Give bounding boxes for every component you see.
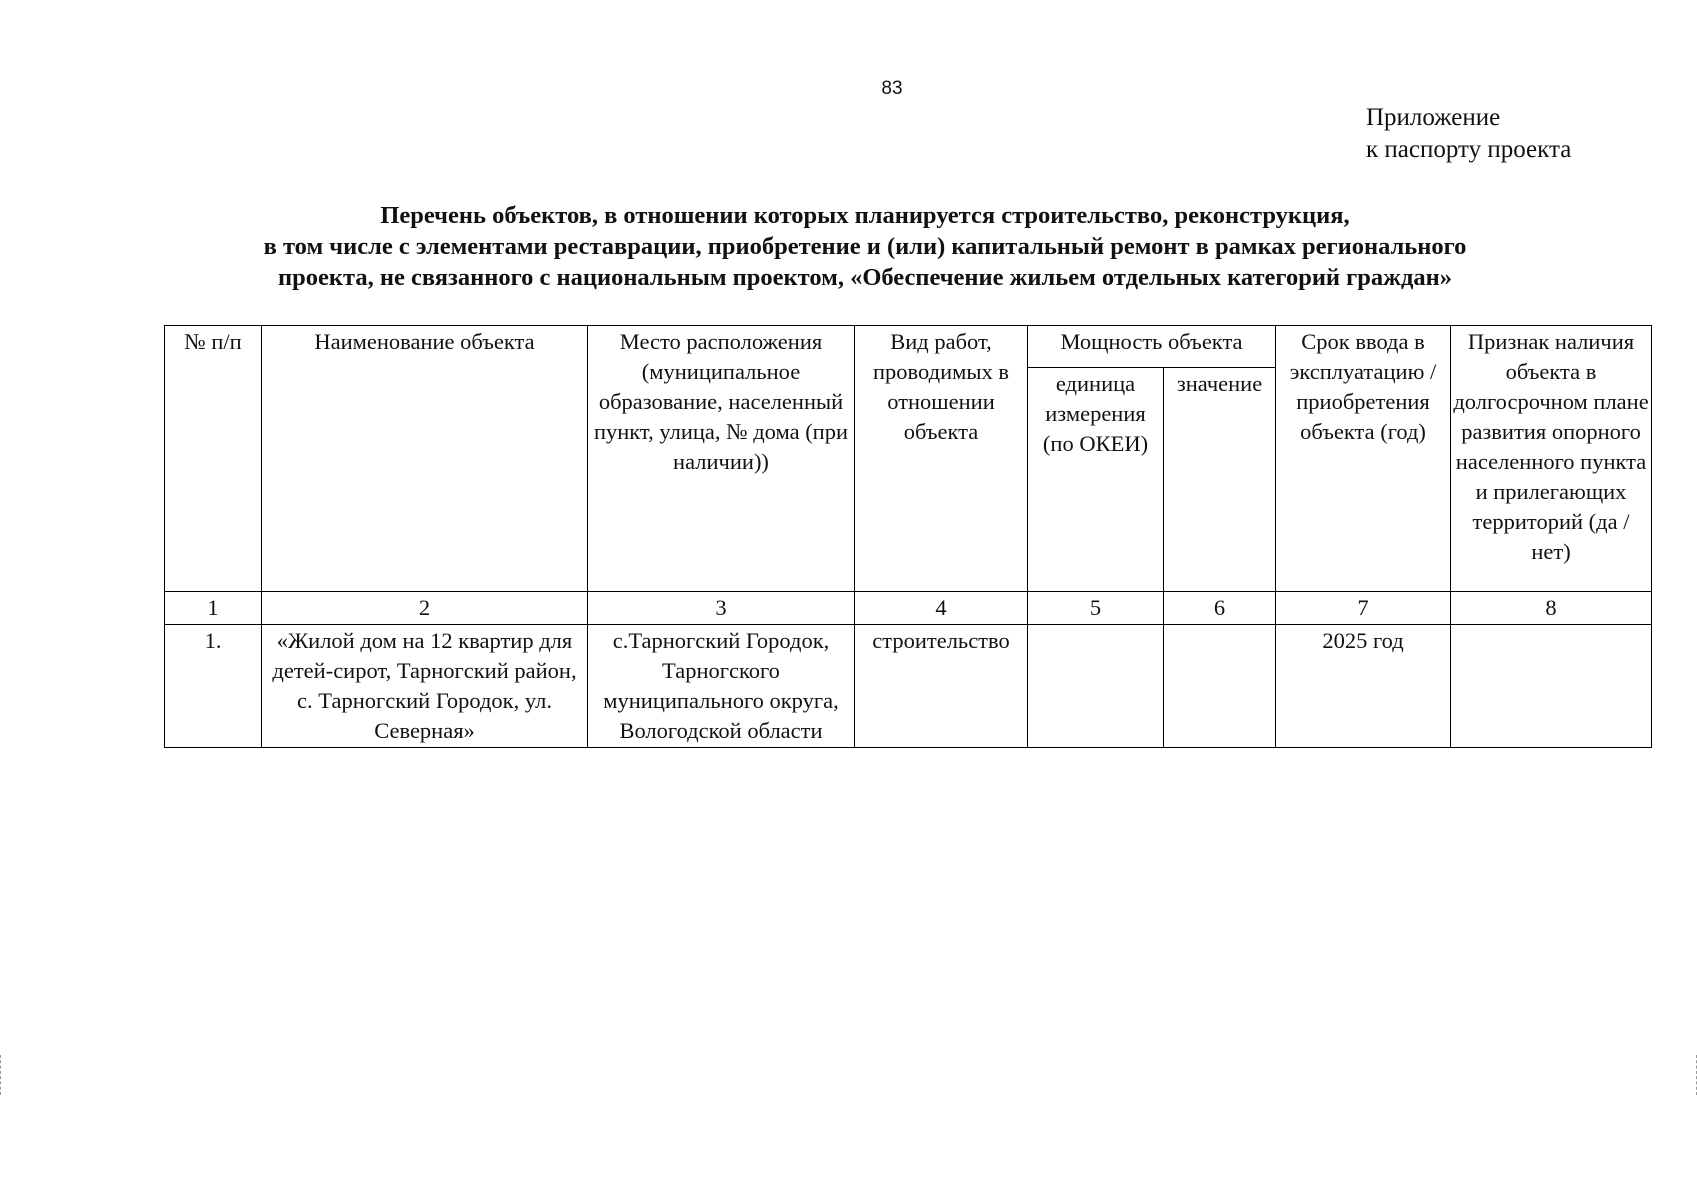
- commission-year: 2025 год: [1276, 625, 1451, 748]
- page-number: 83: [881, 78, 903, 99]
- column-number: 3: [588, 592, 855, 625]
- title-line-3: проекта, не связанного с национальным проектом, «Обеспечение жильем отдельных категорий граждан»: [278, 264, 1452, 291]
- column-number: 6: [1164, 592, 1276, 625]
- column-number: 1: [165, 592, 262, 625]
- header-cell-work-type: Вид работ, проводимых в отношении объекта: [855, 326, 1028, 592]
- row-number: 1.: [165, 625, 262, 748]
- header-cell-number: № п/п: [165, 326, 262, 592]
- work-type: строительство: [855, 625, 1028, 748]
- appendix-line-1: Приложение: [1366, 104, 1501, 131]
- column-number: 2: [262, 592, 588, 625]
- appendix-line-2: к паспорту проекта: [1366, 136, 1572, 163]
- header-cell-object-name: Наименование объекта: [262, 326, 588, 592]
- column-number-row: [165, 592, 1652, 625]
- header-cell-commission-year: Срок ввода в эксплуатацию /приобретения объекта (год): [1276, 326, 1451, 592]
- title-line-1: Перечень объектов, в отношении которых планируется строительство, реконструкция,: [380, 202, 1350, 229]
- header-cell-long-term-plan: Признак наличия объекта в долгосрочном плане развития опорного населенного пункта и прилегающих территорий (да / нет): [1451, 326, 1652, 592]
- column-number: 5: [1028, 592, 1164, 625]
- capacity-unit: [1028, 625, 1164, 748]
- header-cell-unit: единица измерения (по ОКЕИ): [1028, 368, 1164, 592]
- long-term-plan-flag: [1451, 625, 1652, 748]
- scan-edge-marks-right: [1690, 1055, 1697, 1095]
- object-name: «Жилой дом на 12 квартир для детей-сирот, Тарногский район, с. Тарногский Городок, ул. Северная»: [262, 625, 588, 748]
- column-number: 7: [1276, 592, 1451, 625]
- scan-edge-marks-left: [0, 1055, 7, 1095]
- header-cell-capacity: Мощность объекта: [1028, 326, 1276, 368]
- capacity-value: [1164, 625, 1276, 748]
- title-line-2: в том числе с элементами реставрации, приобретение и (или) капитальный ремонт в рамках регионального: [263, 233, 1467, 260]
- appendix-note: [1366, 102, 1571, 166]
- header-cell-value: значение: [1164, 368, 1276, 592]
- column-number: 4: [855, 592, 1028, 625]
- objects-table: [164, 325, 1652, 748]
- table-row: [165, 625, 1652, 748]
- object-location: с.Тарногский Городок, Тарногского муниципального округа, Вологодской области: [588, 625, 855, 748]
- header-cell-location: Место расположения (муниципальное образование, населенный пункт, улица, № дома (при наличии)): [588, 326, 855, 592]
- document-title: [150, 200, 1580, 293]
- column-number: 8: [1451, 592, 1652, 625]
